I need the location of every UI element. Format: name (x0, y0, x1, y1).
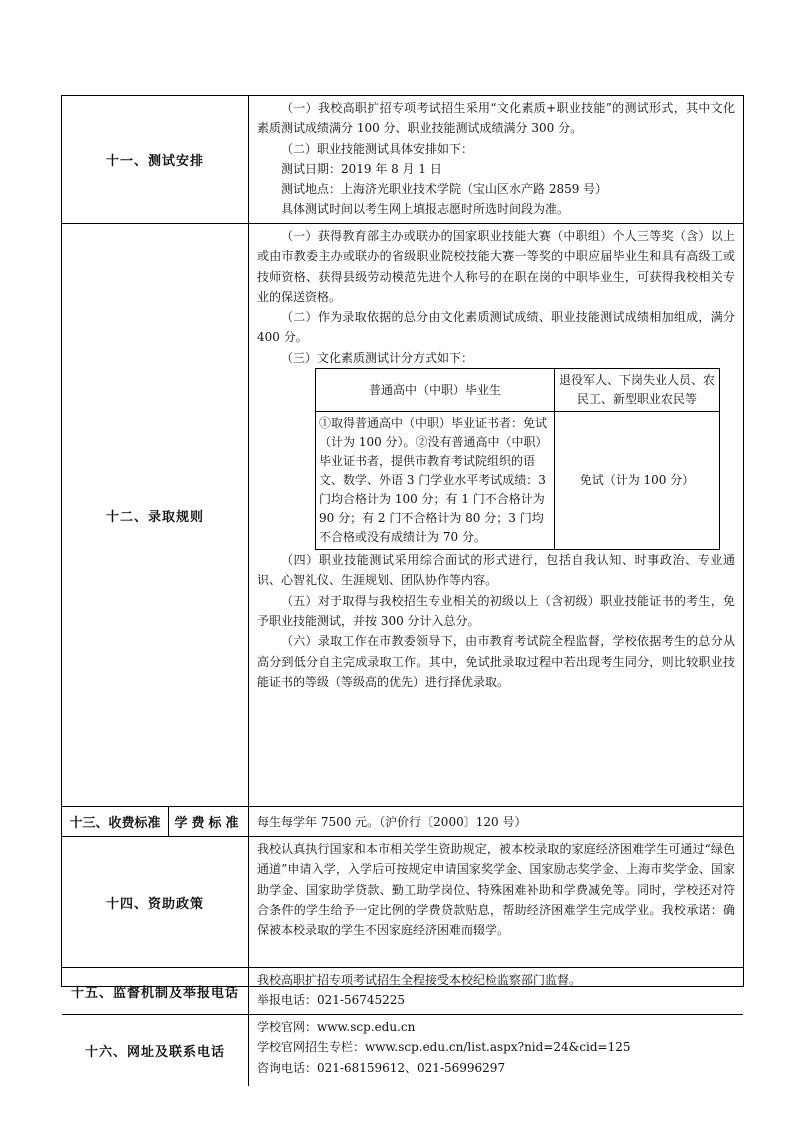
paragraph: 具体测试时间以考生网上填报志愿时所选时间段为准。 (281, 202, 570, 217)
paragraph: （一）获得教育部主办或联办的国家职业技能大赛（中职组）个人三等奖（含）以上或由市教委主办或联办的省级职业院校技能大赛一等奖的中职应届毕业生和具有高级工或技师资格、获得县级劳动模范先进个人称号的在职在岗的中职毕业生，可获得我校相关专业的保送资格。 (257, 229, 735, 304)
section-content (257, 970, 735, 1011)
section-fee-standard (62, 806, 743, 836)
section-supervision (62, 967, 743, 1014)
section-content (257, 98, 735, 220)
section-test-arrangement (62, 96, 743, 223)
section-content (257, 839, 735, 940)
table-header: 退役军人、下岗失业人员、农民工、新型职业农民等 (555, 369, 720, 412)
table-cell: 免试（计为 100 分） (555, 412, 720, 550)
section-label: 十三、收费标准 (62, 807, 169, 836)
paragraph: （五）对于取得与我校招生专业相关的初级以上（含初级）职业技能证书的考生，免予职业技能测试，并按 300 分计入总分。 (257, 593, 735, 628)
paragraph: （二）作为录取依据的总分由文化素质测试成绩、职业技能测试成绩相加组成，满分 400 分。 (257, 310, 735, 345)
paragraph: 我校高职扩招专项考试招生全程接受本校纪检监察部门监督。 (257, 973, 582, 987)
section-content (257, 226, 735, 692)
paragraph: 我校认真执行国家和本市相关学生资助规定，被本校录取的家庭经济困难学生可通过“绿色通道”申请入学，入学后可按规定申请国家奖学金、国家励志奖学金、上海市奖学金、国家助学金、国家助学贷款、勤工助学岗位、特殊困难补助和学费减免等。同时，学校还对符合条件的学生给予一定比例的学费贷款贴息，帮助经济困难学生完成学业。我校承诺：确保被本校录取的学生不因家庭经济困难而辍学。 (257, 842, 735, 938)
paragraph: （六）录取工作在市教委领导下，由市教育考试院全程监督，学校依据考生的总分从高分到低分自主完成录取工作。其中，免试批录取过程中若出现考生同分，则比较职业技能证书的等级（等级高的优先）进行择优录取。 (257, 634, 735, 689)
section-content (257, 1017, 735, 1078)
scoring-table (315, 368, 720, 550)
paragraph: （二）职业技能测试具体安排如下： (281, 141, 474, 156)
admission-column-url: 学校官网招生专栏：www.scp.edu.cn/list.aspx?nid=24&cid=125 (257, 1040, 631, 1055)
fee-text: 每生每学年 7500 元。（沪价行〔2000〕120 号） (257, 815, 527, 829)
test-location: 测试地点：上海济光职业技术学院（宝山区水产路 2859 号） (281, 182, 608, 197)
section-label: 十四、资助政策 (62, 837, 249, 967)
report-phone: 举报电话：021-56745225 (257, 993, 406, 1008)
section-sublabel: 学费标准 (169, 807, 249, 836)
section-content (257, 812, 735, 832)
table-header: 普通高中（中职）毕业生 (316, 369, 555, 412)
section-label: 十一、测试安排 (62, 96, 249, 223)
paragraph: （三）文化素质测试计分方式如下： (281, 350, 474, 365)
paragraph: （一）我校高职扩招专项考试招生采用“文化素质+职业技能”的测试形式，其中文化素质测试成绩满分 100 分、职业技能测试成绩满分 300 分。 (257, 101, 735, 136)
section-label: 十二、录取规则 (62, 224, 249, 806)
inquiry-phone: 咨询电话：021-68159612、021-56996297 (257, 1060, 506, 1075)
section-contact (62, 1014, 743, 1086)
section-label: 十五、监督机制及举报电话 (62, 968, 249, 1014)
section-admission-rules (62, 223, 743, 806)
section-label: 十六、网址及联系电话 (62, 1015, 249, 1086)
website: 学校官网：www.scp.edu.cn (257, 1020, 416, 1034)
section-financial-aid (62, 836, 743, 967)
paragraph: （四）职业技能测试采用综合面试的形式进行，包括自我认知、时事政治、专业通识、心智礼仪、生涯规划、团队协作等内容。 (257, 553, 735, 588)
enrollment-info-table (61, 95, 744, 1075)
test-date: 测试日期：2019 年 8 月 1 日 (281, 161, 442, 176)
table-cell: ①取得普通高中（中职）毕业证书者：免试（计为 100 分）。②没有普通高中（中职）毕业证书者，提供市教育考试院组织的语文、数学、外语 3 门学业水平考试成绩：3 门均合格计为 100 分；有 1 门不合格计为 90 分；有 2 门不合格计为 80 分；3 门均不合格或没有成绩计为 70 分。 (316, 412, 555, 550)
